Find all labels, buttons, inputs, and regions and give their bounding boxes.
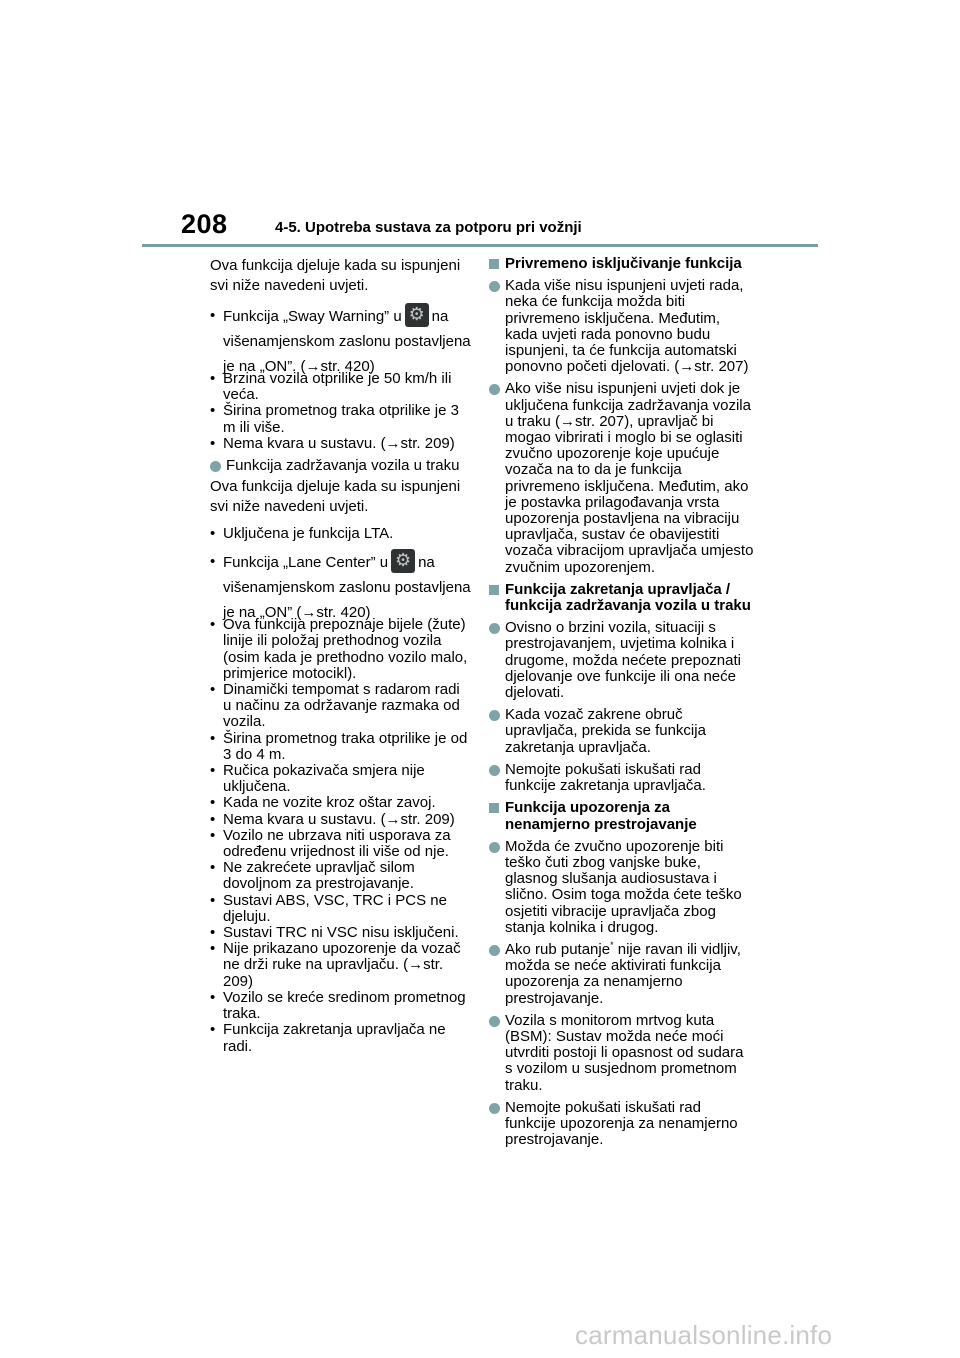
note-item: Ovisno o brzini vozila, situaciji s prestrojavanjem, uvjetima kolnika i drugome, možda nećete prepoznati djelovanje ove funkcije ili ona neće djelovati. (489, 620, 754, 701)
intro-paragraph: Ova funkcija djeluje kada su ispunjeni svi niže navedeni uvjeti. (210, 257, 461, 294)
circle-bullet-icon (489, 945, 500, 956)
list-item: • Nije prikazano upozorenje da vozač ne drži ruke na upravljaču. (→str. 209) (210, 941, 472, 990)
list-item: • Sustavi ABS, VSC, TRC i PCS ne djeluju. (210, 893, 472, 925)
square-bullet-icon (489, 259, 499, 269)
page-number: 208 (181, 209, 228, 239)
list-item: • Funkcija zakretanja upravljača ne radi. (210, 1022, 472, 1054)
list-item: • Širina prometnog traka otprilike je od 3 do 4 m. (210, 731, 472, 763)
circle-bullet-icon (489, 765, 500, 776)
list-item: • Ne zakrećete upravljač silom dovoljnom za prestrojavanje. (210, 860, 472, 892)
footnote-marker: * (610, 939, 614, 950)
subsection-heading: Funkcija upozorenja za nenamjerno prestrojavanje (489, 800, 754, 832)
circle-bullet-icon (210, 461, 221, 472)
list-item: • Dinamički tempomat s radarom radi u načinu za održavanje razmaka od vozila. (210, 682, 472, 731)
settings-gear-icon (391, 549, 415, 573)
right-column (489, 256, 754, 1148)
circle-bullet-icon (489, 842, 500, 853)
square-bullet-icon (489, 803, 499, 813)
header-divider (142, 244, 818, 247)
note-item: Možda će zvučno upozorenje biti teško čuti zbog vanjske buke, glasnog slušanja audiosustava i slično. Osim toga možda ćete teško osjetiti vibracije upravljača zbog stanja kolnika i drugog. (489, 839, 754, 936)
note-item: Nemojte pokušati iskušati rad funkcije zakretanja upravljača. (489, 762, 754, 794)
circle-bullet-icon (489, 710, 500, 721)
circle-bullet-icon (489, 1103, 500, 1114)
subsection-heading: Funkcija zakretanja upravljača / funkcija zadržavanja vozila u traku (489, 582, 754, 614)
list-item: • Vozilo se kreće sredinom prometnog traka. (210, 990, 472, 1022)
circle-bullet-icon (489, 1016, 500, 1027)
feature-heading: Funkcija zadržavanja vozila u traku (210, 458, 472, 474)
list-item: • Funkcija „Sway Warning” u⚙ na višenamjenskom zaslonu postavljena je na „ON”. (→str. 420) (210, 303, 472, 379)
note-item: Ako više nisu ispunjeni uvjeti dok je uključena funkcija zadržavanja vozila u traku (→str. 207), upravljač bi mogao vibrirati i moglo bi se oglasiti zvučno upozorenje koje upućuje vozača na to da je funkcija privremeno isključena. Međutim, ako je postavka prilagođavanja vrsta upozorenja postavljena na vibraciju upravljača, sustav će obavijestiti vozača vibracijom upravljača umjesto zvučnim upozorenjem. (489, 381, 754, 575)
list-item: • Širina prometnog traka otprilike je 3 m ili više. (210, 403, 472, 435)
intro-paragraph: Ova funkcija djeluje kada su ispunjeni svi niže navedeni uvjeti. (210, 478, 461, 516)
list-item: • Nema kvara u sustavu. (→str. 209) (210, 812, 472, 828)
list-item: • Uključena je funkcija LTA. (210, 521, 472, 546)
circle-bullet-icon (489, 623, 500, 634)
note-item: Vozila s monitorom mrtvog kuta (BSM): Sustav možda neće moći utvrditi postoji li opasnost od sudara s vozilom u susjednom prometnom traku. (489, 1013, 754, 1094)
subsection-heading: Privremeno isključivanje funkcija (489, 256, 754, 272)
note-item: Kada više nisu ispunjeni uvjeti rada, neka će funkcija možda biti privremeno isključena. Međutim, kada uvjeti rada ponovno budu ispunjeni, ta će funkcija automatski ponovno početi djelovati. (→str. 207) (489, 278, 754, 375)
list-item: • Nema kvara u sustavu. (→str. 209) (210, 436, 472, 452)
circle-bullet-icon (489, 384, 500, 395)
list-item: • Vozilo ne ubrzava niti usporava za određenu vrijednost ili više od nje. (210, 828, 472, 860)
circle-bullet-icon (489, 281, 500, 292)
list-item: • Sustavi TRC ni VSC nisu isključeni. (210, 925, 472, 941)
section-title: 4-5. Upotreba sustava za potporu pri vožnji (275, 219, 582, 236)
list-item: • Ova funkcija prepoznaje bijele (žute) linije ili položaj prethodnog vozila (osim kada je prethodno vozilo malo, primjerice motocikl). (210, 617, 472, 682)
page-header (0, 0, 960, 250)
watermark: carmanualsonline.info (575, 1320, 833, 1350)
note-item: Kada vozač zakrene obruč upravljača, prekida se funkcija zakretanja upravljača. (489, 707, 754, 756)
list-item: • Funkcija „Lane Center” u⚙ na višenamjenskom zaslonu postavljena je na „ON” (→str. 420) (210, 549, 472, 625)
left-column (210, 256, 472, 1055)
square-bullet-icon (489, 585, 499, 595)
note-item: Ako rub putanje* nije ravan ili vidljiv, možda se neće aktivirati funkcija upozorenja za nenamjerno prestrojavanje. (489, 942, 754, 1007)
settings-gear-icon (405, 303, 429, 327)
list-item: • Brzina vozila otprilike je 50 km/h ili veća. (210, 371, 472, 403)
note-item: Nemojte pokušati iskušati rad funkcije upozorenja za nenamjerno prestrojavanje. (489, 1100, 754, 1149)
list-item: • Kada ne vozite kroz oštar zavoj. (210, 795, 472, 811)
list-item: • Ručica pokazivača smjera nije uključena. (210, 763, 472, 795)
